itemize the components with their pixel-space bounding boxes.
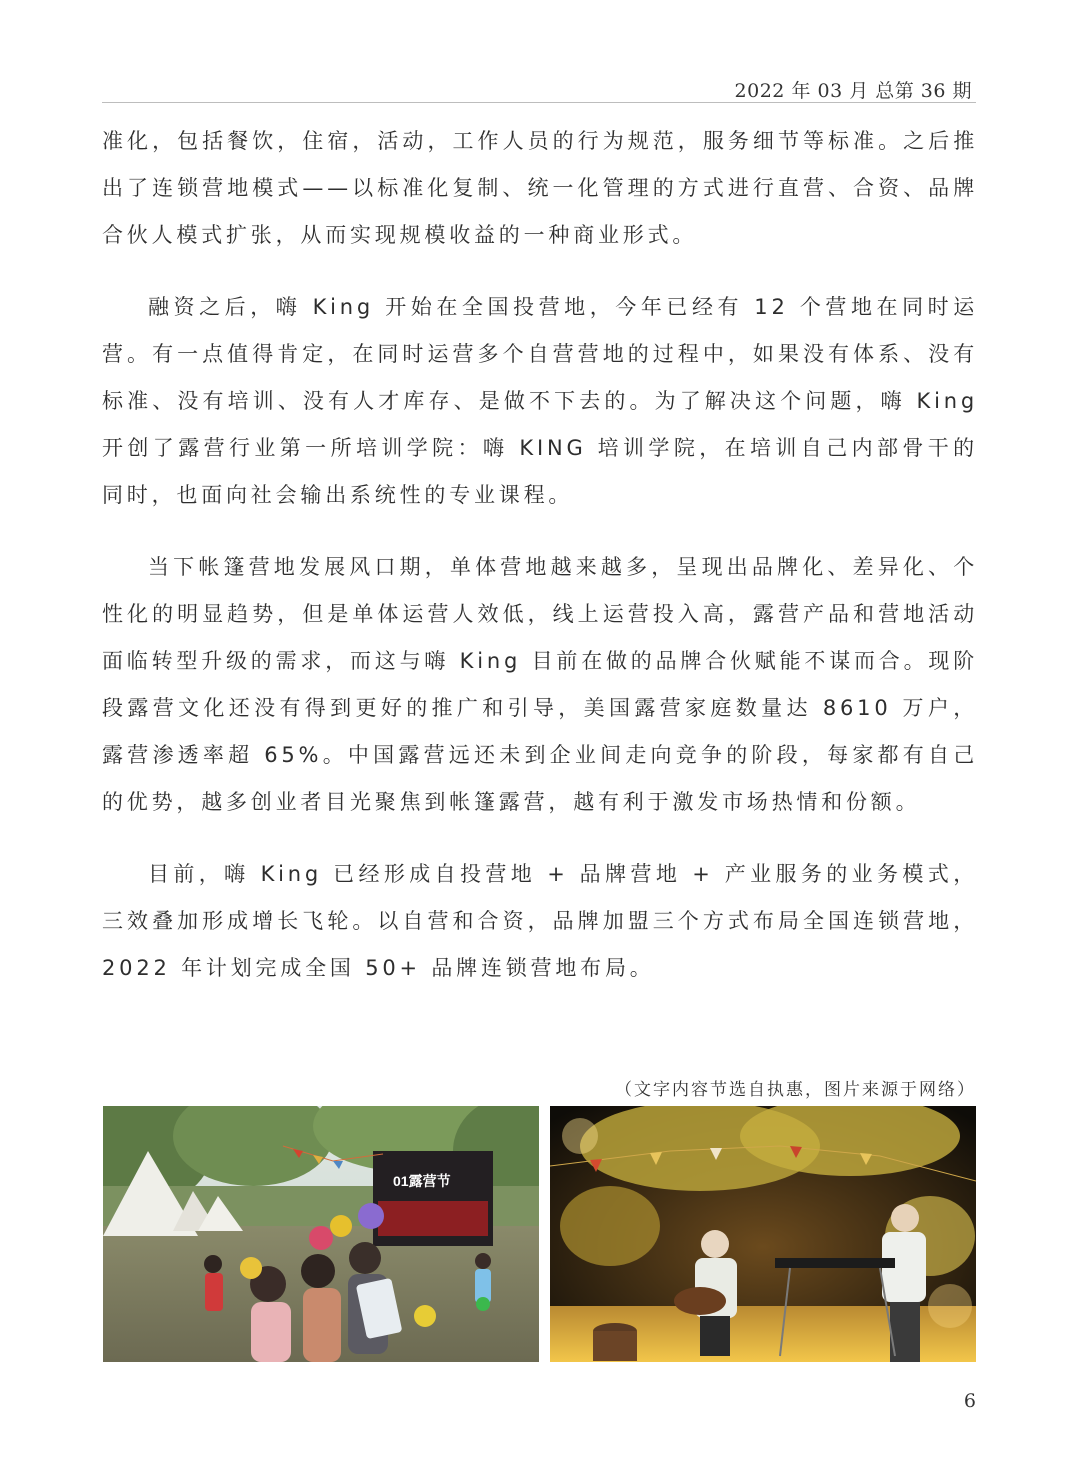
paragraph-2: 融资之后，嗨 King 开始在全国投营地，今年已经有 12 个营地在同时运营。有一点值得肯定，在同时运营多个自营营地的过程中，如果没有体系、没有标准、没有培训、没有人才库存、是做不下去的。为了解决这个问题，嗨 King 开创了露营行业第一所培训学院：嗨 KING 培训学院，在培训自己内部骨干的同时，也面向社会输出系统性的专业课程。 — [102, 295, 978, 507]
paragraph-4: 目前，嗨 King 已经形成自投营地 + 品牌营地 + 产业服务的业务模式，三效叠加形成增长飞轮。以自营和合资，品牌加盟三个方式布局全国连锁营地，2022 年计划完成全国 50+ 品牌连锁营地布局。 — [102, 862, 978, 980]
paragraph-1: 准化，包括餐饮，住宿，活动，工作人员的行为规范，服务细节等标准。之后推出了连锁营地模式——以标准化复制、统一化管理的方式进行直营、合资、品牌合伙人模式扩张，从而实现规模收益的一种商业形式。 — [102, 129, 978, 247]
issue-label: 2022 年 03 月 总第 36 期 — [734, 80, 972, 102]
paragraph-3: 当下帐篷营地发展风口期，单体营地越来越多，呈现出品牌化、差异化、个性化的明显趋势，但是单体运营人效低，线上运营投入高，露营产品和营地活动面临转型升级的需求，而这与嗨 King 目前在做的品牌合伙赋能不谋而合。现阶段露营文化还没有得到更好的推广和引导，美国露营家庭数量达 8610 万户，露营渗透率超 65%。中国露营远还未到企业间走向竞争的阶段，每家都有自己的优势，越多创业者目光聚焦到帐篷露营，越有利于激发市场热情和份额。 — [102, 555, 978, 814]
photo-night-concert — [550, 1106, 976, 1362]
campsite-children-image — [103, 1106, 539, 1362]
page-header — [102, 70, 976, 103]
stage-sign: 01露营节 — [393, 1173, 451, 1189]
photo-campsite-children — [103, 1106, 539, 1362]
article-body — [102, 118, 978, 1017]
page-number: 6 — [963, 1390, 976, 1412]
night-concert-image — [550, 1106, 976, 1362]
image-caption: （文字内容节选自执惠，图片来源于网络） — [615, 1080, 976, 1100]
